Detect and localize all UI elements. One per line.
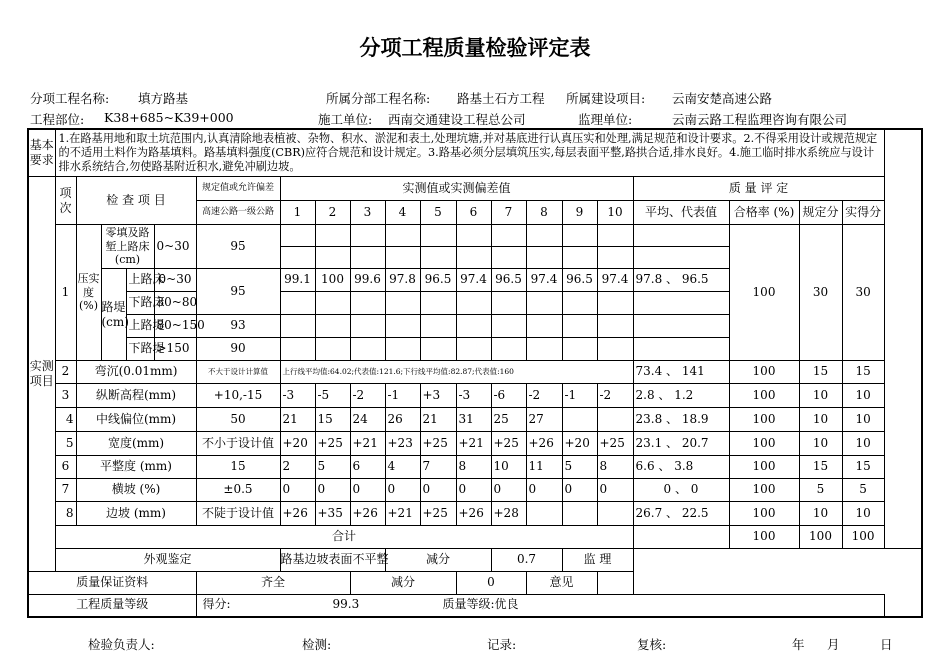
quality-docs-deduct-label: 减分 bbox=[350, 572, 456, 595]
row-spec: 50 bbox=[196, 408, 280, 432]
row-got: 10 bbox=[842, 408, 884, 432]
row-value: 8 bbox=[597, 456, 633, 479]
grade-score: 99.3 bbox=[332, 597, 360, 612]
compaction-r2-range: 30~80 bbox=[154, 292, 196, 315]
header-row-1 bbox=[28, 177, 922, 201]
parent-label: 所属分部工程名称: bbox=[326, 91, 431, 106]
row-value: +35 bbox=[315, 502, 350, 526]
grade-grade-label: 质量等级: bbox=[442, 597, 495, 612]
row-name: 横坡 (%) bbox=[76, 479, 196, 502]
compaction-value: 97.4 bbox=[456, 269, 491, 292]
row-spec: 15 bbox=[196, 456, 280, 479]
total-row bbox=[28, 526, 922, 549]
table-row bbox=[28, 408, 922, 432]
row-value: 0 bbox=[597, 479, 633, 502]
contractor-value: 西南交通建设工程总公司 bbox=[388, 112, 526, 127]
row-no: 4 bbox=[55, 408, 76, 432]
row-avg: 2.8 、 1.2 bbox=[633, 384, 729, 408]
compaction-value: 96.5 bbox=[562, 269, 597, 292]
col-header: 4 bbox=[385, 201, 420, 225]
row-value: +28 bbox=[491, 502, 526, 526]
row-score: 10 bbox=[799, 408, 842, 432]
quality-docs-label: 质量保证资料 bbox=[28, 572, 196, 595]
row-value: 5 bbox=[562, 456, 597, 479]
evaluation-table bbox=[27, 128, 923, 618]
row-name: 纵断高程(mm) bbox=[76, 384, 196, 408]
spec-allow-header: 规定值或允许偏差 bbox=[196, 177, 280, 201]
row-value: 6 bbox=[350, 456, 385, 479]
row-avg: 0 、 0 bbox=[633, 479, 729, 502]
compaction-pass: 100 bbox=[729, 225, 799, 361]
row-name: 平整度 (mm) bbox=[76, 456, 196, 479]
supervisor-opinion-label: 监 理 bbox=[562, 549, 633, 572]
footer-test: 检测: bbox=[302, 637, 332, 652]
row-value: +21 bbox=[350, 432, 385, 456]
row-value: 25 bbox=[491, 408, 526, 432]
col-header: 3 bbox=[350, 201, 385, 225]
compaction-r4-name: 下路堤 bbox=[126, 338, 154, 361]
row-value: -2 bbox=[526, 384, 562, 408]
col-header: 7 bbox=[491, 201, 526, 225]
page-title: 分项工程质量检验评定表 bbox=[359, 36, 591, 60]
compaction-value: 97.4 bbox=[526, 269, 562, 292]
row-spec: ±0.5 bbox=[196, 479, 280, 502]
row-value bbox=[526, 502, 562, 526]
row-value: 0 bbox=[420, 479, 456, 502]
compaction-actual-score: 30 bbox=[842, 225, 884, 361]
row-score: 5 bbox=[799, 479, 842, 502]
supervisor-value: 云南云路工程监理咨询有限公司 bbox=[672, 112, 848, 127]
row-no: 7 bbox=[55, 479, 76, 502]
measured-header: 实测值或实测偏差值 bbox=[280, 177, 633, 201]
row-avg: 23.1 、 20.7 bbox=[633, 432, 729, 456]
row-value: 11 bbox=[526, 456, 562, 479]
row-got: 15 bbox=[842, 361, 884, 384]
table-row bbox=[28, 384, 922, 408]
compaction-value: 99.1 bbox=[280, 269, 315, 292]
compaction-value: 96.5 bbox=[491, 269, 526, 292]
row-spec: +10,-15 bbox=[196, 384, 280, 408]
pass-rate-header: 合格率 (%) bbox=[729, 201, 799, 225]
row-value: 27 bbox=[526, 408, 562, 432]
row-pass: 100 bbox=[729, 361, 799, 384]
appearance-deduct: 0.7 bbox=[491, 549, 562, 572]
appearance-value: 路基边坡表面不平整 bbox=[280, 549, 385, 572]
row-value: 21 bbox=[420, 408, 456, 432]
row-pass: 100 bbox=[729, 502, 799, 526]
row-name: 弯沉(0.01mm) bbox=[76, 361, 196, 384]
row-value bbox=[597, 502, 633, 526]
row-avg: 6.6 、 3.8 bbox=[633, 456, 729, 479]
avg-header: 平均、代表值 bbox=[633, 201, 729, 225]
footer-year: 年 bbox=[792, 637, 805, 652]
row-value: +21 bbox=[456, 432, 491, 456]
contractor-label: 施工单位: bbox=[318, 112, 373, 127]
row-value: 26 bbox=[385, 408, 420, 432]
row-score: 10 bbox=[799, 384, 842, 408]
grade-grade: 优良 bbox=[494, 597, 519, 612]
col-header: 10 bbox=[597, 201, 633, 225]
row-value: 0 bbox=[385, 479, 420, 502]
compaction-r2-name: 下路床 bbox=[126, 292, 154, 315]
compaction-r3-name: 上路堤 bbox=[126, 315, 154, 338]
row-value: -2 bbox=[350, 384, 385, 408]
row-value: +21 bbox=[385, 502, 420, 526]
row-value: +20 bbox=[280, 432, 315, 456]
row-value: -2 bbox=[597, 384, 633, 408]
compaction-avg: 97.8 、 96.5 bbox=[633, 269, 729, 292]
compaction-value: 100 bbox=[315, 269, 350, 292]
row-value: 21 bbox=[280, 408, 315, 432]
deflection-note: 上行线平均值:64.02;代表值:121.6;下行线平均值:82.87;代表值:160 bbox=[280, 361, 633, 384]
site-label: 工程部位: bbox=[30, 112, 85, 127]
row-pass: 100 bbox=[729, 384, 799, 408]
row-value: -1 bbox=[385, 384, 420, 408]
row-got: 5 bbox=[842, 479, 884, 502]
table-row bbox=[28, 361, 922, 384]
total-score: 100 bbox=[799, 526, 842, 549]
appearance-row bbox=[28, 549, 922, 572]
quality-docs-value: 齐全 bbox=[196, 572, 350, 595]
row-value: -1 bbox=[562, 384, 597, 408]
compaction-value: 96.5 bbox=[420, 269, 456, 292]
footer-inspector: 检验负责人: bbox=[88, 637, 155, 652]
footer-review: 复核: bbox=[637, 637, 667, 652]
row-value: 10 bbox=[491, 456, 526, 479]
quality-docs-deduct: 0 bbox=[456, 572, 526, 595]
side-label: 实测项目 bbox=[28, 177, 55, 572]
col-header: 5 bbox=[420, 201, 456, 225]
col-header: 8 bbox=[526, 201, 562, 225]
spec-score-header: 规定分 bbox=[799, 201, 842, 225]
compaction-r0-spec: 95 bbox=[196, 225, 280, 269]
row-no: 5 bbox=[55, 432, 76, 456]
compaction-r4-spec: 90 bbox=[196, 338, 280, 361]
row-value: 7 bbox=[420, 456, 456, 479]
opinion-label: 意见 bbox=[526, 572, 597, 595]
row-no: 8 bbox=[55, 502, 76, 526]
row-score: 10 bbox=[799, 502, 842, 526]
row-spec: 不陡于设计值 bbox=[196, 502, 280, 526]
row-value: 8 bbox=[456, 456, 491, 479]
row-value: +26 bbox=[350, 502, 385, 526]
row-value: +25 bbox=[597, 432, 633, 456]
footer-record: 记录: bbox=[487, 637, 517, 652]
col-header: 9 bbox=[562, 201, 597, 225]
compaction-label: 压实度(%) bbox=[76, 225, 101, 361]
row-value: +25 bbox=[491, 432, 526, 456]
quality-eval-header: 质 量 评 定 bbox=[633, 177, 884, 201]
row-value: +26 bbox=[526, 432, 562, 456]
row-value: +25 bbox=[315, 432, 350, 456]
build-value: 云南安楚高速公路 bbox=[672, 91, 773, 106]
compaction-embank-label: 路堤(cm) bbox=[101, 269, 126, 361]
row-value bbox=[562, 502, 597, 526]
actual-score-header: 实得分 bbox=[842, 201, 884, 225]
col-header: 2 bbox=[315, 201, 350, 225]
row-value: 0 bbox=[562, 479, 597, 502]
compaction-r1-name: 上路床 bbox=[126, 269, 154, 292]
row-got: 10 bbox=[842, 384, 884, 408]
row-value: -5 bbox=[315, 384, 350, 408]
row-value: 0 bbox=[491, 479, 526, 502]
row-no: 6 bbox=[55, 456, 76, 479]
compaction-r1-spec: 95 bbox=[196, 269, 280, 315]
row-pass: 100 bbox=[729, 479, 799, 502]
row-value: -3 bbox=[280, 384, 315, 408]
compaction-no: 1 bbox=[55, 225, 76, 361]
row-value: 24 bbox=[350, 408, 385, 432]
item-no-header: 项次 bbox=[55, 177, 76, 225]
total-pass: 100 bbox=[729, 526, 799, 549]
row-score: 15 bbox=[799, 456, 842, 479]
row-value: +20 bbox=[562, 432, 597, 456]
compaction-r3-range: 80~150 bbox=[154, 315, 196, 338]
appearance-label: 外观鉴定 bbox=[55, 549, 280, 572]
row-avg: 23.8 、 18.9 bbox=[633, 408, 729, 432]
row-value: 0 bbox=[526, 479, 562, 502]
site-value: K38+685~K39+000 bbox=[104, 110, 234, 125]
row-value: +26 bbox=[280, 502, 315, 526]
parent-value: 路基土石方工程 bbox=[457, 91, 545, 106]
col-header: 6 bbox=[456, 201, 491, 225]
row-value: 2 bbox=[280, 456, 315, 479]
row-no: 3 bbox=[55, 384, 76, 408]
footer-month: 月 bbox=[827, 637, 840, 652]
compaction-r0-name: 零填及路堑上路床(cm) bbox=[101, 225, 154, 269]
highway-grade-header: 高速公路一级公路 bbox=[196, 201, 280, 225]
table-row bbox=[28, 432, 922, 456]
row-value bbox=[562, 408, 597, 432]
total-got: 100 bbox=[842, 526, 884, 549]
row-value: 0 bbox=[456, 479, 491, 502]
row-name: 中线偏位(mm) bbox=[76, 408, 196, 432]
row-spec: 不小于设计值 bbox=[196, 432, 280, 456]
row-got: 10 bbox=[842, 502, 884, 526]
compaction-r0-range: 0~30 bbox=[154, 225, 196, 269]
row-name: 宽度(mm) bbox=[76, 432, 196, 456]
row-pass: 100 bbox=[729, 456, 799, 479]
row-pass: 100 bbox=[729, 408, 799, 432]
appearance-deduct-label: 减分 bbox=[385, 549, 491, 572]
footer-day: 日 bbox=[880, 637, 893, 652]
row-no: 2 bbox=[55, 361, 76, 384]
row-value bbox=[597, 408, 633, 432]
grade-row bbox=[28, 595, 922, 617]
row-value: 15 bbox=[315, 408, 350, 432]
row-value: 31 bbox=[456, 408, 491, 432]
row-got: 10 bbox=[842, 432, 884, 456]
proj-name-label: 分项工程名称: bbox=[30, 91, 110, 106]
basic-req-text: 1.在路基用地和取土坑范围内,认真清除地表植被、杂物、积水、淤泥和表土,处理坑塘,并对基底进行认真压实和处理,满足规范和设计要求。2.不得采用设计或规范规定的不适用土料作为路基填料。路基填料强度(CBR)应符合规范和设计规定。3.路基必须分层填筑压实,每层表面平整,路拱合适,排水良好。4.施工临时排水系统应与设计排水系统结合,勿使路基附近积水,避免冲刷边坡。 bbox=[55, 129, 884, 177]
table-row bbox=[28, 502, 922, 526]
row-score: 15 bbox=[799, 361, 842, 384]
check-item-header: 检 查 项 目 bbox=[76, 177, 196, 225]
row-value: 0 bbox=[280, 479, 315, 502]
supervisor-label: 监理单位: bbox=[578, 112, 633, 127]
row-value: +23 bbox=[385, 432, 420, 456]
basic-req-label: 基本要求 bbox=[28, 129, 55, 177]
table-row bbox=[28, 456, 922, 479]
compaction-spec-score: 30 bbox=[799, 225, 842, 361]
row-value: 5 bbox=[315, 456, 350, 479]
proj-name: 填方路基 bbox=[138, 91, 189, 106]
grade-label: 工程质量等级 bbox=[28, 595, 196, 617]
row-value: -6 bbox=[491, 384, 526, 408]
compaction-value: 97.4 bbox=[597, 269, 633, 292]
row-spec: 不大于设计计算值 bbox=[196, 361, 280, 384]
row-value: 0 bbox=[350, 479, 385, 502]
row-value: +3 bbox=[420, 384, 456, 408]
row-avg: 73.4 、 141 bbox=[633, 361, 729, 384]
row-value: 4 bbox=[385, 456, 420, 479]
compaction-row-a bbox=[28, 225, 922, 247]
grade-score-label: 得分: bbox=[202, 597, 231, 612]
compaction-r3-spec: 93 bbox=[196, 315, 280, 338]
row-pass: 100 bbox=[729, 432, 799, 456]
build-label: 所属建设项目: bbox=[566, 91, 646, 106]
row-value: -3 bbox=[456, 384, 491, 408]
basic-req-row bbox=[28, 129, 922, 177]
row-avg: 26.7 、 22.5 bbox=[633, 502, 729, 526]
compaction-r4-range: >150 bbox=[154, 338, 196, 361]
col-header: 1 bbox=[280, 201, 315, 225]
row-name: 边坡 (mm) bbox=[76, 502, 196, 526]
row-got: 15 bbox=[842, 456, 884, 479]
row-value: +25 bbox=[420, 502, 456, 526]
row-value: +26 bbox=[456, 502, 491, 526]
table-row bbox=[28, 479, 922, 502]
compaction-value: 99.6 bbox=[350, 269, 385, 292]
compaction-value: 97.8 bbox=[385, 269, 420, 292]
compaction-r1-range: 0~30 bbox=[154, 269, 196, 292]
row-value: 0 bbox=[315, 479, 350, 502]
total-label: 合计 bbox=[55, 526, 633, 549]
row-value: +25 bbox=[420, 432, 456, 456]
row-score: 10 bbox=[799, 432, 842, 456]
